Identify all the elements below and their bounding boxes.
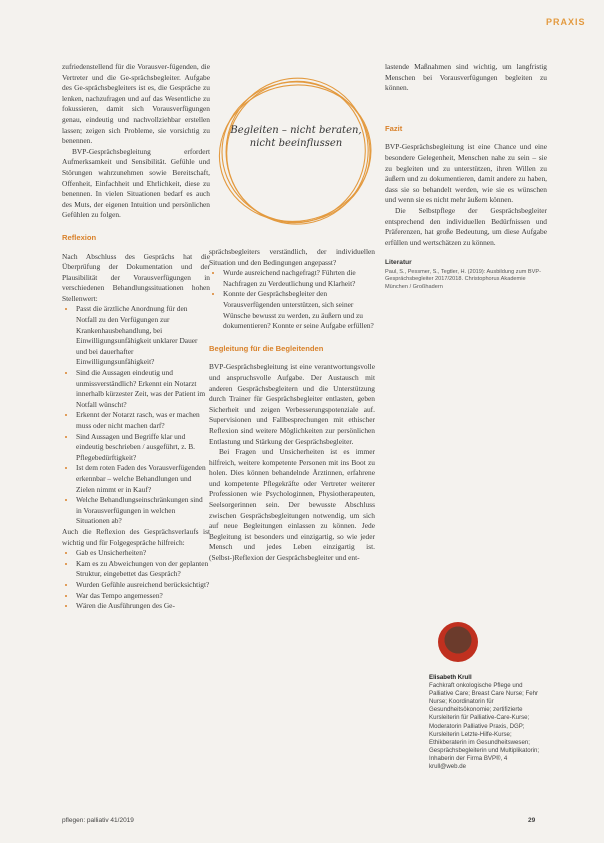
reflexion-list	[62, 304, 210, 526]
right-column	[385, 62, 547, 291]
list-item: • Erkennt der Notarzt rasch, was er machen muss oder nicht machen darf?	[76, 410, 210, 431]
mid-cont-paragraph: sprächsbegleiters verständlich, der individuellen Situation und den Bedingungen angepasst?	[209, 247, 375, 267]
author-box	[429, 674, 541, 771]
pull-quote	[216, 72, 376, 232]
section-tag: PRAXIS	[546, 17, 586, 27]
literature-entry: Paul, S., Pessmer, S., Tegtler, H. (2019): Ausbildung zum BVP-Gesprächsbegleiter 2017/2018. Christophorus Akademie München / Großhadern	[385, 268, 541, 290]
reflexion-intro: Nach Abschluss des Gesprächs hat die Überprüfung der Dokumentation und der Plausibilität der Vorausverfügungen in verschiedenen Behandlungssituationen hohen Stellenwert:	[62, 251, 210, 303]
list-item: • Passt die ärztliche Anordnung für den Notfall zu den Verfügungen zur Krankenhausbehandlung, bei Einwilligungsunfähigkeit unklarer Dauer und bei dauerhafter Einwilligungsunfähigkeit?	[76, 304, 210, 368]
list-item: • Gab es Unsicherheiten?	[76, 548, 210, 559]
intro-paragraph-1: zufriedenstellend für die Vorausver-fügenden, die Vertreter und die Ge-sprächsbegleiter. Aufgabe des Ge-sprächsbegleiters ist es, die Gespräche zu lenken, nachzufragen und auf das Wesentliche zu fokussieren, damit sich Vorausverfügungen genau, eindeutig und nachvollziehbar erstellen lassen; zeigen sich Probleme, sie vorsichtig zu benennen.	[62, 62, 210, 146]
list-item: • War das Tempo angemessen?	[76, 591, 210, 602]
heading-reflexion: Reflexion	[62, 232, 97, 242]
left-column	[62, 62, 210, 612]
list-item: • Wurde ausreichend nachgefragt? Führten die Nachfragen zu Verdeutlichung und Klarheit?	[223, 268, 375, 289]
list-item: • Sind die Aussagen eindeutig und unmissverständlich? Erkennt ein Notarzt innerhalb kürzester Zeit, was der Patient im Notfall wünscht?	[76, 368, 210, 410]
begleitung-paragraph-1: BVP-Gesprächsbegleitung ist eine verantwortungsvolle und anspruchsvolle Aufgabe. Der Austausch mit anderen Gesprächsbegleitern und die Unterstützung durch Trainer für Gesprächsbegleiter entlasten, geben Sicherheit und zeigen Verbesserungspotenziale auf. Supervisionen und Fallbesprechungen mit ethischer Reflexion sind weitere Möglichkeiten zur persönlichen Entlastung und Stärkung der Gesprächsbegleiter.	[209, 362, 375, 446]
begleitung-paragraph-2: Bei Fragen und Unsicherheiten ist es immer hilfreich, weitere kompetente Personen mit ins Boot zu holen. Dies können behandelnde Ärztinnen, erfahrene und kompetente Pflegekräfte oder Vertreter weiterer Professionen wie Psychologinnen, Physiotherapeuten, Seelsorgerinnen sein. Der bewusste Abschluss zwischen Gesprächsbegleitungen notwendig, um sich auf neue Begleitungen einlassen zu können. Jede Begleitung ist besonders und einzigartig, so wie jeder Mensch und jedes Leben einzigartig ist. (Selbst-)Reflexion der Gesprächsbegleiter und ent-	[209, 447, 375, 563]
reflexion-outro: Auch die Reflexion des Gesprächsverlaufs ist wichtig und für Folgegespräche hilfreich:	[62, 526, 210, 547]
intro-paragraph-2: BVP-Gesprächsbegleitung erfordert Aufmerksamkeit und Sensibilität. Gefühle und Störungen wahrzunehmen sowie Bereitschaft, Offenheit, Einfachheit und Ehrlichkeit, diese zu benennen. In vielen Situationen bedarf es auch des Muts, der eigenen Intuition und persönlichen Gefühlen zu folgen.	[62, 146, 210, 220]
mid-list	[209, 268, 375, 332]
list-item: • Ist dem roten Faden des Vorausverfügenden erkennbar – welche Behandlungen und Zielen nimmt er in Kauf?	[76, 463, 210, 495]
scribble-circle-icon	[216, 72, 376, 232]
heading-fazit: Fazit	[385, 123, 403, 133]
list-item: • Welche Behandlungseinschränkungen sind in Vorausverfügungen in welchen Situationen ab?	[76, 495, 210, 527]
list-item: • Sind Aussagen und Begriffe klar und eindeutig beschrieben / ausgeführt, z. B. Pflegebedürftigkeit?	[76, 432, 210, 464]
quote-text: Begleiten – nicht beraten, nicht beeinflussen	[230, 125, 362, 149]
page-number: 29	[528, 817, 536, 824]
footer-journal: pflegen: palliativ 41/2019	[62, 817, 134, 824]
author-avatar	[438, 622, 478, 662]
list-item: • Kam es zu Abweichungen von der geplanten Struktur, eingebettet das Gespräch?	[76, 559, 210, 580]
middle-column	[209, 247, 375, 564]
reflexion-list-2	[62, 548, 210, 612]
list-item: • Konnte der Gesprächsbegleiter den Vorausverfügenden unterstützen, sich seiner Wünsche bewusst zu werden, zu äußern und zu dokumentieren? Konnte er seine Aufgabe erfüllen?	[223, 289, 375, 331]
right-cont-paragraph: lastende Maßnahmen sind wichtig, um langfristig Menschen bei Vorausverfügungen begleiten zu können.	[385, 62, 547, 93]
literature-heading: Literatur	[385, 259, 412, 267]
fazit-paragraph-2: Die Selbstpflege der Gesprächsbegleiter entsprechend den individuellen Bedürfnissen und Präferenzen, hat große Bedeutung, um diese Aufgabe erfüllen und wertschätzen zu können.	[385, 205, 547, 247]
heading-begleitung: Begleitung für die Begleitenden	[209, 343, 324, 353]
list-item: • Wurden Gefühle ausreichend berücksichtigt?	[76, 580, 210, 591]
list-item: • Wären die Ausführungen des Ge-	[76, 601, 210, 612]
author-name: Elisabeth Krull	[429, 674, 472, 681]
author-bio: Fachkraft onkologische Pflege und Palliative Care; Breast Care Nurse; Fehr Nurse; Koordinatorin für Gesundheitsökonomie; zertifizierte Kursleiterin für Palliative-Care-Kurse; Moderatorin Palliative Praxis, DGP; Kursleiterin Letzte-Hilfe-Kurse; Ethikberaterin im Gesundheitswesen; Gesprächsbegleiterin und Multiplikatorin; Inhaberin der Firma BVP®, 4 krull@web.de	[429, 682, 540, 771]
fazit-paragraph-1: BVP-Gesprächsbegleitung ist eine Chance und eine besondere Gelegenheit, Menschen nahe zu sein – sie zu begleiten und zu unterstützen, ihren Willen zu äußern und zu dokumentieren, damit andere zu haben, dass sie so behandelt werden, wie sie es wünschen und wenn sie es nicht mehr äußern können.	[385, 142, 547, 205]
